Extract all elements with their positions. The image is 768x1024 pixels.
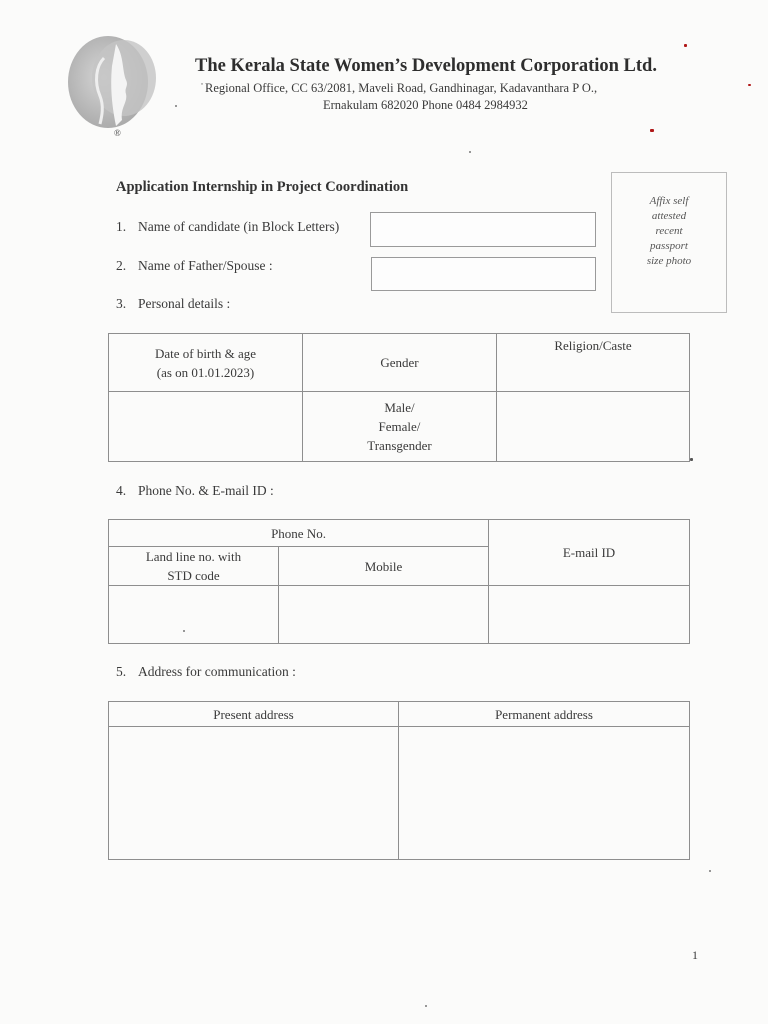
question-2: 2. Name of Father/Spouse : [116,258,273,273]
question-1-label: Name of candidate (in Block Letters) [138,219,340,234]
personal-details-table [108,333,690,462]
photo-instructions: Affix self attested recent passport size photo [646,195,692,267]
present-address-cell[interactable] [109,727,399,860]
email-cell[interactable] [489,586,690,644]
question-3: 3. Personal details : [116,296,231,311]
organization-logo [66,36,162,140]
scan-dot [709,870,711,872]
email-header: E-mail ID [489,520,690,586]
question-4: 4. Phone No. & E-mail ID : [116,483,274,498]
form-title: Application Internship in Project Coordination [116,179,409,195]
dob-age-header: Date of birth & age (as on 01.01.2023) [109,334,303,392]
permanent-address-cell[interactable] [399,727,690,860]
registered-mark: ® [114,128,121,138]
scan-dot [183,630,185,632]
dob-age-cell[interactable] [109,392,303,462]
landline-cell[interactable] [109,586,279,644]
scan-dot [175,105,177,107]
address-line-2: Ernakulam 682020 Phone 0484 2984932 [323,98,528,112]
scan-dot [469,151,471,153]
gender-options-cell[interactable]: Male/ Female/ Transgender [303,392,497,462]
contact-details-table [108,519,690,644]
address-table [108,701,690,860]
organization-name: The Kerala State Women’s Development Corporation Ltd. [195,56,657,76]
candidate-name-field[interactable] [370,212,596,247]
mobile-header: Mobile [279,547,489,586]
address-line-1: Regional Office, CC 63/2081, Maveli Road, Gandhinagar, Kadavanthara P O., [205,81,598,95]
religion-caste-cell[interactable] [497,392,690,462]
question-2-label: Name of Father/Spouse : [138,258,273,273]
question-5-label: Address for communication : [138,664,296,679]
scan-speck [650,129,654,132]
scan-speck [748,84,751,86]
bullet-mark-icon: ˙ [200,80,204,94]
scan-speck [684,44,687,47]
present-address-header: Present address [109,702,399,727]
scan-speck [690,458,693,461]
scan-dot [425,1005,427,1007]
permanent-address-header: Permanent address [399,702,690,727]
question-3-label: Personal details : [138,296,231,311]
mobile-cell[interactable] [279,586,489,644]
religion-caste-header: Religion/Caste [497,334,690,392]
phone-header: Phone No. [109,520,489,547]
page-number: 1 [692,948,698,962]
question-5: 5. Address for communication : [116,664,296,679]
father-spouse-name-field[interactable] [371,257,596,291]
question-4-label: Phone No. & E-mail ID : [138,483,274,498]
gender-header: Gender [303,334,497,392]
question-1: 1. Name of candidate (in Block Letters) [116,219,340,234]
landline-header: Land line no. with STD code [109,547,279,586]
